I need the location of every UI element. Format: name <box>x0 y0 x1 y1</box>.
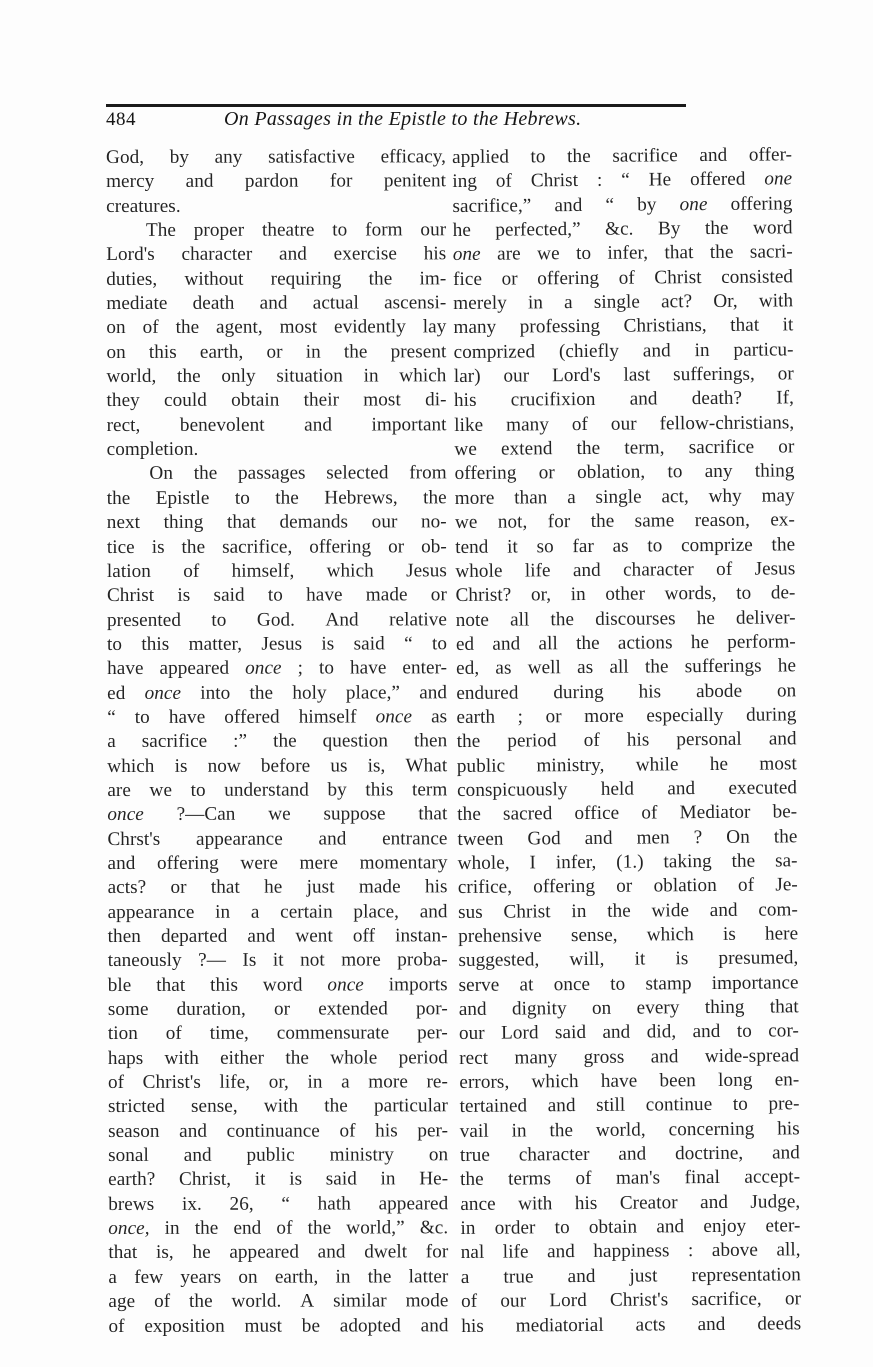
text-line: creatures. <box>106 195 181 217</box>
header-rule <box>106 104 686 107</box>
text-line: many professing Christians, that it <box>453 314 794 339</box>
text-line: once ?—Can we suppose that <box>107 803 448 826</box>
text-line: Chrst's appearance and entrance <box>107 827 448 850</box>
text-line: earth? Christ, it is said in He- <box>108 1168 449 1191</box>
text-line: the Epistle to the Hebrews, the <box>106 487 447 509</box>
text-line: suggested, will, it is presumed, <box>458 947 799 972</box>
text-line: note all the discourses he deliver- <box>455 606 796 631</box>
text-line: of our Lord Christ's sacrifice, or <box>460 1288 802 1313</box>
text-line: season and continuance of his per- <box>108 1120 449 1142</box>
text-line: ed and all the actions he perform- <box>455 631 796 655</box>
text-line: ance with his Creator and Judge, <box>460 1191 801 1215</box>
text-line: sonal and public ministry on <box>108 1144 449 1167</box>
text-line: are we to understand by this term <box>107 779 448 801</box>
text-line: true character and doctrine, and <box>459 1142 801 1167</box>
text-column-right <box>452 143 801 1338</box>
text-line: next thing that demands our no- <box>106 511 447 534</box>
text-line: in order to obtain and enjoy eter- <box>460 1215 801 1240</box>
text-line: the period of his personal and <box>456 728 797 753</box>
text-line: Christ is said to have made or <box>106 584 447 607</box>
text-line: some duration, or extended por- <box>107 998 448 1021</box>
text-line: rect many gross and wide-spread <box>459 1045 800 1069</box>
text-line: acts? or that he just made his <box>107 876 448 899</box>
text-line: prehensive sense, which is here <box>458 923 799 947</box>
text-line: on this earth, or in the present <box>106 341 447 363</box>
text-line: his crucifixion and death? If, <box>453 387 795 412</box>
text-line: errors, which have been long en- <box>459 1069 800 1094</box>
text-line: one are we to infer, that the sacri- <box>452 241 793 266</box>
text-line: duties, without requiring the im- <box>106 268 447 290</box>
text-line: serve at once to stamp importance <box>458 971 799 996</box>
text-line: nal life and happiness : above all, <box>460 1239 801 1264</box>
text-line: taneously ?— Is it not more proba- <box>107 949 448 972</box>
text-line: The proper theatre to form our <box>145 219 447 241</box>
text-line: Lord's character and exercise his <box>106 243 447 266</box>
text-line: he perfected,” &c. By the word <box>452 217 793 242</box>
text-line: crifice, offering or oblation of Je- <box>457 874 798 899</box>
running-head <box>106 108 778 136</box>
text-line: tertained and still continue to pre- <box>459 1093 800 1118</box>
text-line: a sacrifice :” the question then <box>107 730 448 753</box>
text-column-left <box>106 145 448 1339</box>
text-line: stricted sense, with the particular <box>107 1095 449 1118</box>
text-line: age of the world. A similar mode <box>108 1290 449 1313</box>
text-line: of Christ's life, or, in a more re- <box>107 1071 448 1094</box>
text-line: sacrifice,” and “ by one offering <box>452 193 793 217</box>
text-line: ing of Christ : “ He offered one <box>452 168 793 193</box>
page-number: 484 <box>106 109 136 130</box>
text-line: our Lord said and did, and to cor- <box>458 1020 799 1045</box>
text-line: comprized (chiefly and in particu- <box>453 339 794 363</box>
text-line: that is, he appeared and dwelt for <box>108 1241 449 1264</box>
text-line: tion of time, commensurate per- <box>107 1022 448 1045</box>
text-line: whole, I infer, (1.) taking the sa- <box>457 850 798 874</box>
text-line: more than a single act, why may <box>454 485 795 509</box>
text-line: tend it so far as to comprize the <box>455 533 796 558</box>
text-line: ed, as well as all the sufferings he <box>456 655 797 680</box>
running-head-title: On Passages in the Epistle to the Hebrews. <box>224 108 582 130</box>
text-line: we extend the term, sacrifice or <box>454 436 795 461</box>
text-line: world, the only situation in which <box>106 365 447 388</box>
text-line: endured during his abode on <box>456 679 797 704</box>
text-line: the terms of man's final accept- <box>460 1166 801 1191</box>
text-line: of exposition must be adopted and <box>108 1314 449 1337</box>
text-line: earth ; or more especially during <box>456 704 797 728</box>
text-line: and offering were mere momentary <box>107 852 448 874</box>
text-line: Christ? or, in other words, to de- <box>455 582 796 607</box>
text-line: then departed and went off instan- <box>107 925 448 947</box>
text-line: applied to the sacrifice and offer- <box>452 144 793 168</box>
text-line: haps with either the whole period <box>107 1047 448 1069</box>
text-line: vail in the world, concerning his <box>459 1118 800 1142</box>
text-line: tice is the sacrifice, offering or ob- <box>106 535 447 558</box>
text-line: a true and just representation <box>460 1264 801 1288</box>
text-line: conspicuously held and executed <box>456 777 798 801</box>
text-line: they could obtain their most di- <box>106 389 447 412</box>
text-line: ble that this word once imports <box>107 973 448 996</box>
text-line: mediate death and actual ascensi- <box>106 292 447 315</box>
text-line: which is now before us is, What <box>107 754 448 777</box>
text-line: completion. <box>106 438 199 461</box>
text-line: merely in a single act? Or, with <box>453 290 794 315</box>
text-line: brews ix. 26, “ hath appeared <box>108 1193 449 1215</box>
text-line: his mediatorial acts and deeds <box>461 1312 802 1337</box>
text-line: mercy and pardon for penitent <box>106 170 447 193</box>
text-line: whole life and character of Jesus <box>455 558 796 582</box>
text-line: presented to God. And relative <box>106 608 448 631</box>
text-line: a few years on earth, in the latter <box>108 1266 449 1288</box>
text-line: the sacred office of Mediator be- <box>457 801 798 826</box>
text-line: ed once into the holy place,” and <box>107 681 448 704</box>
text-line: have appeared once ; to have enter- <box>107 657 448 680</box>
text-line: once, in the end of the world,” &c. <box>108 1217 449 1240</box>
text-line: fice or offering of Christ consisted <box>452 266 794 290</box>
text-line: tween God and men ? On the <box>457 825 798 850</box>
text-line: rect, benevolent and important <box>106 414 447 436</box>
text-line: we not, for the same reason, ex- <box>454 509 796 534</box>
text-line: God, by any satisfactive efficacy, <box>106 146 447 168</box>
text-line: “ to have offered himself once as <box>107 706 448 728</box>
text-line: On the passages selected from <box>149 462 447 485</box>
text-line: lation of himself, which Jesus <box>106 560 447 582</box>
text-line: sus Christ in the wide and com- <box>457 898 799 923</box>
text-line: offering or oblation, to any thing <box>454 460 795 485</box>
text-line: like many of our fellow-christians, <box>454 412 795 436</box>
text-line: to this matter, Jesus is said “ to <box>107 633 448 655</box>
text-line: appearance in a certain place, and <box>107 900 448 923</box>
text-line: and dignity on every thing that <box>458 996 799 1021</box>
text-line: public ministry, while he most <box>456 752 797 777</box>
text-line: on of the agent, most evidently lay <box>106 316 447 339</box>
text-line: lar) our Lord's last sufferings, or <box>453 363 794 388</box>
